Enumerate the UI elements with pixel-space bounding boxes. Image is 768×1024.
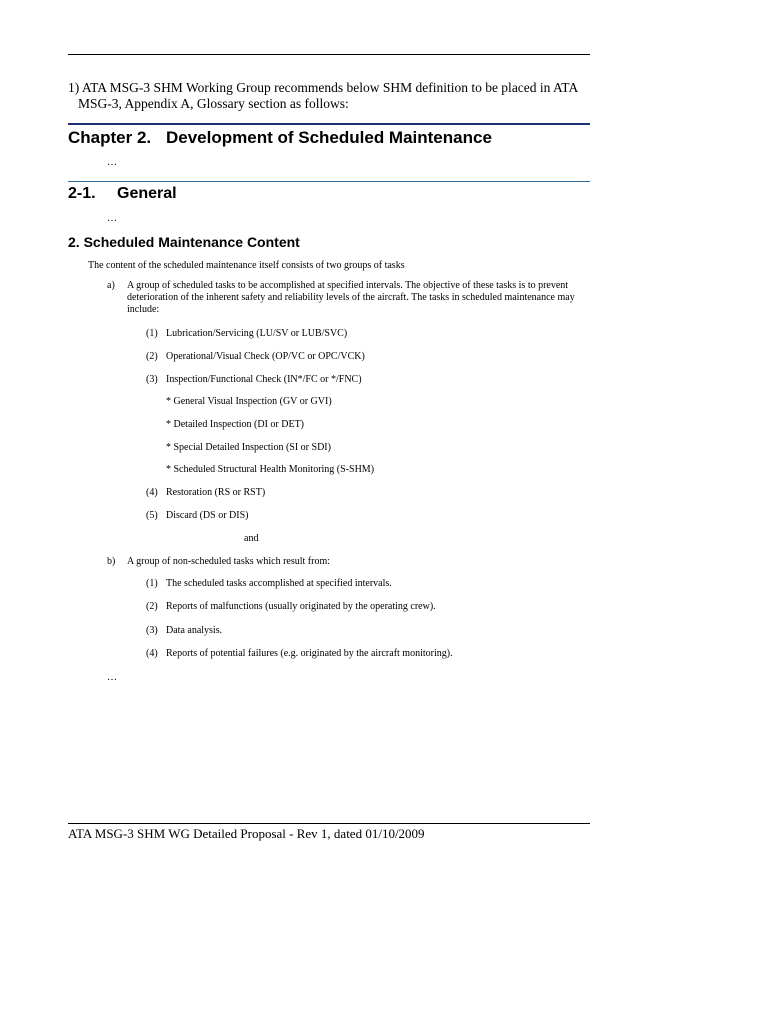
chapter-ellipsis: …: [107, 157, 117, 168]
group-b-paragraph: [107, 556, 330, 567]
item-number: (1): [146, 578, 158, 589]
subsection-heading: 2. Scheduled Maintenance Content: [68, 234, 300, 250]
item-number: (2): [146, 351, 158, 362]
footer-rule: [68, 823, 590, 824]
end-ellipsis: …: [107, 672, 117, 683]
section-heading: [68, 185, 177, 203]
chapter-title: Development of Scheduled Maintenance: [166, 128, 492, 147]
sub-list-item: * General Visual Inspection (GV or GVI): [166, 396, 332, 407]
chapter-number: Chapter 2.: [68, 128, 152, 147]
group-a-letter: a): [107, 280, 115, 291]
group-b-text: A group of non-scheduled tasks which result from:: [127, 556, 331, 567]
intro-paragraph: [68, 80, 588, 112]
list-item: [146, 648, 453, 659]
item-text: Operational/Visual Check (OP/VC or OPC/VCK): [166, 351, 365, 362]
list-item: [146, 328, 347, 339]
item-text: Reports of potential failures (e.g. originated by the aircraft monitoring).: [166, 648, 453, 659]
section-rule: [68, 181, 590, 182]
item-number: (5): [146, 510, 158, 521]
item-number: (2): [146, 601, 158, 612]
sub-list-item: * Scheduled Structural Health Monitoring (S-SHM): [166, 464, 375, 475]
section-ellipsis: …: [107, 213, 117, 224]
item-number: (3): [146, 625, 158, 636]
group-a-text: A group of scheduled tasks to be accomplished at specified intervals. The objective of these tasks is to prevent deterioration of the inherent safety and reliability levels of the aircraft. The tasks in scheduled maintenance may include:: [127, 280, 575, 315]
item-number: (4): [146, 648, 158, 659]
header-rule: [68, 54, 590, 55]
lead-sentence: The content of the scheduled maintenance itself consists of two groups of tasks: [88, 260, 405, 271]
section-number: 2-1.: [68, 185, 96, 202]
item-number: (1): [146, 328, 158, 339]
list-item: [146, 601, 436, 612]
sub-list-item: * Detailed Inspection (DI or DET): [166, 419, 305, 430]
item-number: (3): [146, 374, 158, 385]
sub-list-item: * Special Detailed Inspection (SI or SDI): [166, 442, 331, 453]
item-text: Data analysis.: [166, 625, 223, 636]
item-text: Inspection/Functional Check (IN*/FC or */FNC): [166, 374, 362, 385]
list-item: [146, 625, 222, 636]
conjunction: and: [244, 533, 259, 544]
item-text: Lubrication/Servicing (LU/SV or LUB/SVC): [166, 328, 348, 339]
group-a-paragraph: [107, 280, 577, 316]
item-text: Restoration (RS or RST): [166, 487, 266, 498]
section-title: General: [117, 185, 177, 202]
group-b-letter: b): [107, 556, 116, 567]
item-text: Reports of malfunctions (usually originated by the operating crew).: [166, 601, 436, 612]
footer-text: ATA MSG-3 SHM WG Detailed Proposal - Rev 1, dated 01/10/2009: [68, 826, 425, 841]
intro-line-1: 1) ATA MSG-3 SHM Working Group recommends below SHM definition to be placed in ATA: [68, 80, 579, 95]
list-item: [146, 487, 265, 498]
list-item: [146, 374, 362, 385]
item-text: The scheduled tasks accomplished at specified intervals.: [166, 578, 392, 589]
list-item: [146, 510, 249, 521]
chapter-rule: [68, 123, 590, 125]
chapter-heading: [68, 128, 492, 148]
intro-line-2: MSG-3, Appendix A, Glossary section as follows:: [78, 96, 349, 111]
list-item: [146, 578, 392, 589]
item-number: (4): [146, 487, 158, 498]
list-item: [146, 351, 365, 362]
item-text: Discard (DS or DIS): [166, 510, 249, 521]
